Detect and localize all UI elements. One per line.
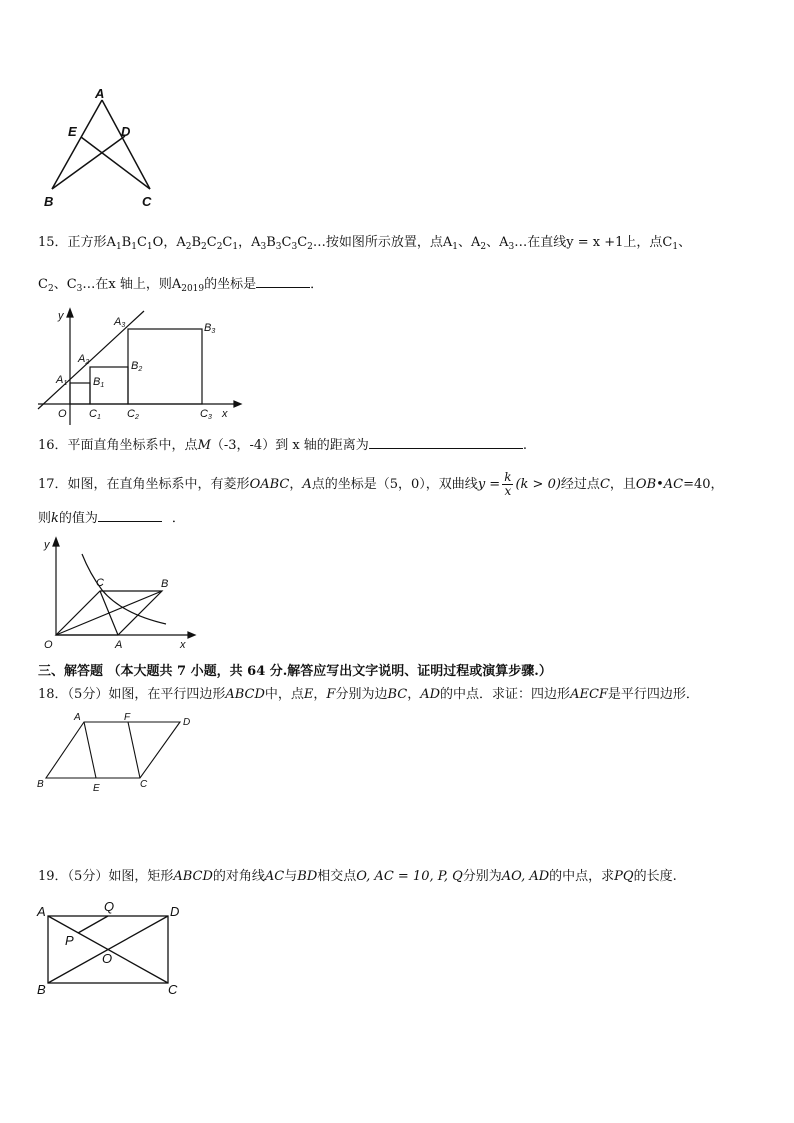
sub: 2 <box>47 284 54 294</box>
sub: 1 <box>131 242 137 252</box>
q15-line1 <box>38 233 691 257</box>
sub: 3 <box>260 242 267 252</box>
label-E: E <box>68 124 77 139</box>
rhombus-hyperbola-figure <box>36 534 202 654</box>
label-O: O <box>102 951 113 966</box>
q15-text: C <box>222 235 233 250</box>
label-B: B <box>37 982 46 997</box>
label-x: x <box>180 639 186 651</box>
q19-text: 的中点，求 <box>549 869 615 884</box>
q15-text: C <box>281 235 292 250</box>
label-C2 <box>127 408 139 421</box>
label-A1 <box>55 374 67 387</box>
q17-text: ， <box>289 477 303 492</box>
q19-text: 的长度. <box>633 869 677 884</box>
q15-number: 15． <box>38 235 68 250</box>
q17-math: k <box>51 511 59 526</box>
sub: 1 <box>232 242 239 252</box>
label-C: C <box>140 779 148 790</box>
q15-text: 正方形A <box>67 235 116 250</box>
q18-math: ABCD <box>225 687 265 702</box>
q19-math: ABCD <box>173 869 213 884</box>
sub: 1 <box>146 242 153 252</box>
q15-text: B <box>121 235 132 250</box>
sub: 3 <box>275 242 282 252</box>
q15-text: C <box>297 235 308 250</box>
q19-text: （5分）如图，矩形 <box>67 869 174 884</box>
q18-text: 是平行四边形． <box>607 687 699 702</box>
label-B: B <box>161 578 169 590</box>
q17-line2 <box>38 509 185 529</box>
t: C <box>200 408 208 420</box>
t: B <box>131 360 139 372</box>
q18-text: 中，点 <box>264 687 304 702</box>
q18-math: F <box>326 687 336 702</box>
q15-text: ． <box>310 277 324 292</box>
label-B3 <box>204 322 215 335</box>
q15-text: 、A <box>486 235 509 250</box>
q18-text: ， <box>407 687 421 702</box>
q18-math: AD <box>420 687 441 702</box>
label-C: C <box>168 982 178 997</box>
answer-blank <box>369 436 523 449</box>
frac-den: x <box>504 484 512 498</box>
q17-text: 则 <box>38 511 52 526</box>
section-title: 三、解答题 （本大题共 7 小题，共 64 分.解答应写出文字说明、证明过程或演算步骤.） <box>38 664 552 679</box>
label-P: P <box>65 933 74 948</box>
label-A: A <box>74 712 81 723</box>
label-O: O <box>44 639 53 651</box>
q18-math: E <box>303 687 314 702</box>
q17-text: ，且 <box>609 477 636 492</box>
answer-blank <box>256 275 310 288</box>
t: C <box>127 408 135 420</box>
q16-point: M <box>197 438 211 453</box>
sub: 1 <box>452 242 459 252</box>
frac-num: k <box>504 470 512 484</box>
label-A: A <box>37 904 46 919</box>
q19-math: AC <box>264 869 285 884</box>
sub: 1 <box>672 242 679 252</box>
parallelogram-figure <box>34 708 202 796</box>
q17-text: 的值为 <box>58 511 98 526</box>
label-y: y <box>44 539 50 551</box>
sub: 3 <box>76 284 83 294</box>
q19-math: PQ <box>614 869 634 884</box>
q18-number: 18． <box>38 687 68 702</box>
q15-text: 、A <box>458 235 481 250</box>
q15-line2 <box>38 275 323 299</box>
label-O: O <box>58 408 67 420</box>
sub: 1 <box>115 242 122 252</box>
t: 3 <box>207 414 212 421</box>
q17-text: ． <box>171 511 185 526</box>
sub: 2 <box>185 242 192 252</box>
label-C1 <box>89 408 101 421</box>
q16-number: 16． <box>38 438 68 453</box>
sub: 2 <box>201 242 207 252</box>
q17-line1 <box>38 471 724 498</box>
q17-text: 经过点 <box>560 477 600 492</box>
q16-text: （-3，-4）到 x 轴的距离为 <box>210 438 369 453</box>
q17-math: y = <box>477 477 501 492</box>
q15-text: B <box>191 235 201 250</box>
triangle-figure <box>38 84 168 214</box>
q18-text: 的中点．求证：四边形 <box>440 687 571 702</box>
q15-text: …按如图所示放置，点A <box>312 235 453 250</box>
t: 2 <box>134 414 139 421</box>
label-D: D <box>170 904 180 919</box>
q17-math: OABC <box>249 477 290 492</box>
label-B2 <box>131 360 142 373</box>
t: A <box>78 353 86 365</box>
t: 3 <box>121 322 126 329</box>
label-x: x <box>222 408 228 420</box>
label-C: C <box>96 577 104 589</box>
q15-text: 、 <box>678 235 692 250</box>
label-D: D <box>121 124 131 139</box>
q18-text: 分别为边 <box>335 687 388 702</box>
q19-text: 分别为 <box>462 869 502 884</box>
q15-text: C <box>136 235 147 250</box>
q18-math: BC <box>387 687 408 702</box>
q17-math: C <box>599 477 610 492</box>
q19-math: O, AC = 10, P, Q <box>356 869 463 884</box>
q17-text: =40， <box>683 477 724 492</box>
q18-text: ， <box>313 687 327 702</box>
label-E: E <box>93 783 100 794</box>
fraction <box>502 471 513 498</box>
t: B <box>93 376 101 388</box>
sub: 2 <box>216 242 223 252</box>
t: A <box>56 374 64 386</box>
t: C <box>89 408 97 420</box>
label-D: D <box>183 717 191 728</box>
q19-line <box>38 867 677 887</box>
label-C: C <box>142 194 152 209</box>
label-C3 <box>200 408 212 421</box>
sub: 2019 <box>181 284 205 294</box>
t: 1 <box>96 414 101 421</box>
label-B1 <box>93 376 104 389</box>
q17-math: A <box>302 477 312 492</box>
q19-text: 相交点 <box>317 869 357 884</box>
q18-text: （5分）如图，在平行四边形 <box>67 687 226 702</box>
sub: 3 <box>291 242 298 252</box>
q15-text: ，A <box>238 235 261 250</box>
q18-line <box>38 685 699 705</box>
q15-text: C <box>206 235 217 250</box>
q19-text: 与 <box>284 869 298 884</box>
t: A <box>114 316 122 328</box>
label-A2 <box>77 353 89 366</box>
q16-text: 平面直角坐标系中，点 <box>67 438 198 453</box>
q18-math: AECF <box>570 687 608 702</box>
label-B: B <box>44 194 54 209</box>
q17-number: 17． <box>38 477 68 492</box>
q19-math: AO, AD <box>501 869 550 884</box>
q15-text: 、C <box>53 277 77 292</box>
q16-line <box>38 436 527 456</box>
t: 2 <box>138 366 143 373</box>
t: B <box>204 322 212 334</box>
sub: 3 <box>508 242 515 252</box>
t: 1 <box>63 380 68 387</box>
q15-text: C <box>38 277 48 292</box>
label-Q: Q <box>104 899 115 914</box>
q17-text: 如图，在直角坐标系中，有菱形 <box>67 477 250 492</box>
q19-math: BD <box>297 869 318 884</box>
q19-number: 19． <box>38 869 68 884</box>
squares-figure <box>34 305 244 427</box>
answer-blank <box>98 509 162 522</box>
q17-math: OB•AC <box>635 477 684 492</box>
rectangle-figure <box>34 896 194 1000</box>
q15-text: …在x 轴上，则A <box>82 277 182 292</box>
t: 3 <box>211 328 216 335</box>
label-A: A <box>115 639 123 651</box>
sub: 2 <box>480 242 487 252</box>
q16-text: . <box>522 438 527 453</box>
q15-text: …在直线y = x +1上，点C <box>514 235 673 250</box>
t: 1 <box>100 382 105 389</box>
label-B: B <box>37 779 44 790</box>
q15-text: O，A <box>152 235 186 250</box>
q15-text: B <box>266 235 276 250</box>
sub: 2 <box>307 242 313 252</box>
q15-text: 的坐标是 <box>204 277 257 292</box>
label-A: A <box>95 86 105 101</box>
label-y: y <box>58 310 64 322</box>
label-F: F <box>124 712 131 723</box>
q17-text: 点的坐标是（5，0），双曲线 <box>311 477 478 492</box>
label-A3 <box>113 316 125 329</box>
t: 2 <box>85 359 90 366</box>
q17-math: (k > 0) <box>515 477 561 492</box>
q19-text: 的对角线 <box>212 869 265 884</box>
